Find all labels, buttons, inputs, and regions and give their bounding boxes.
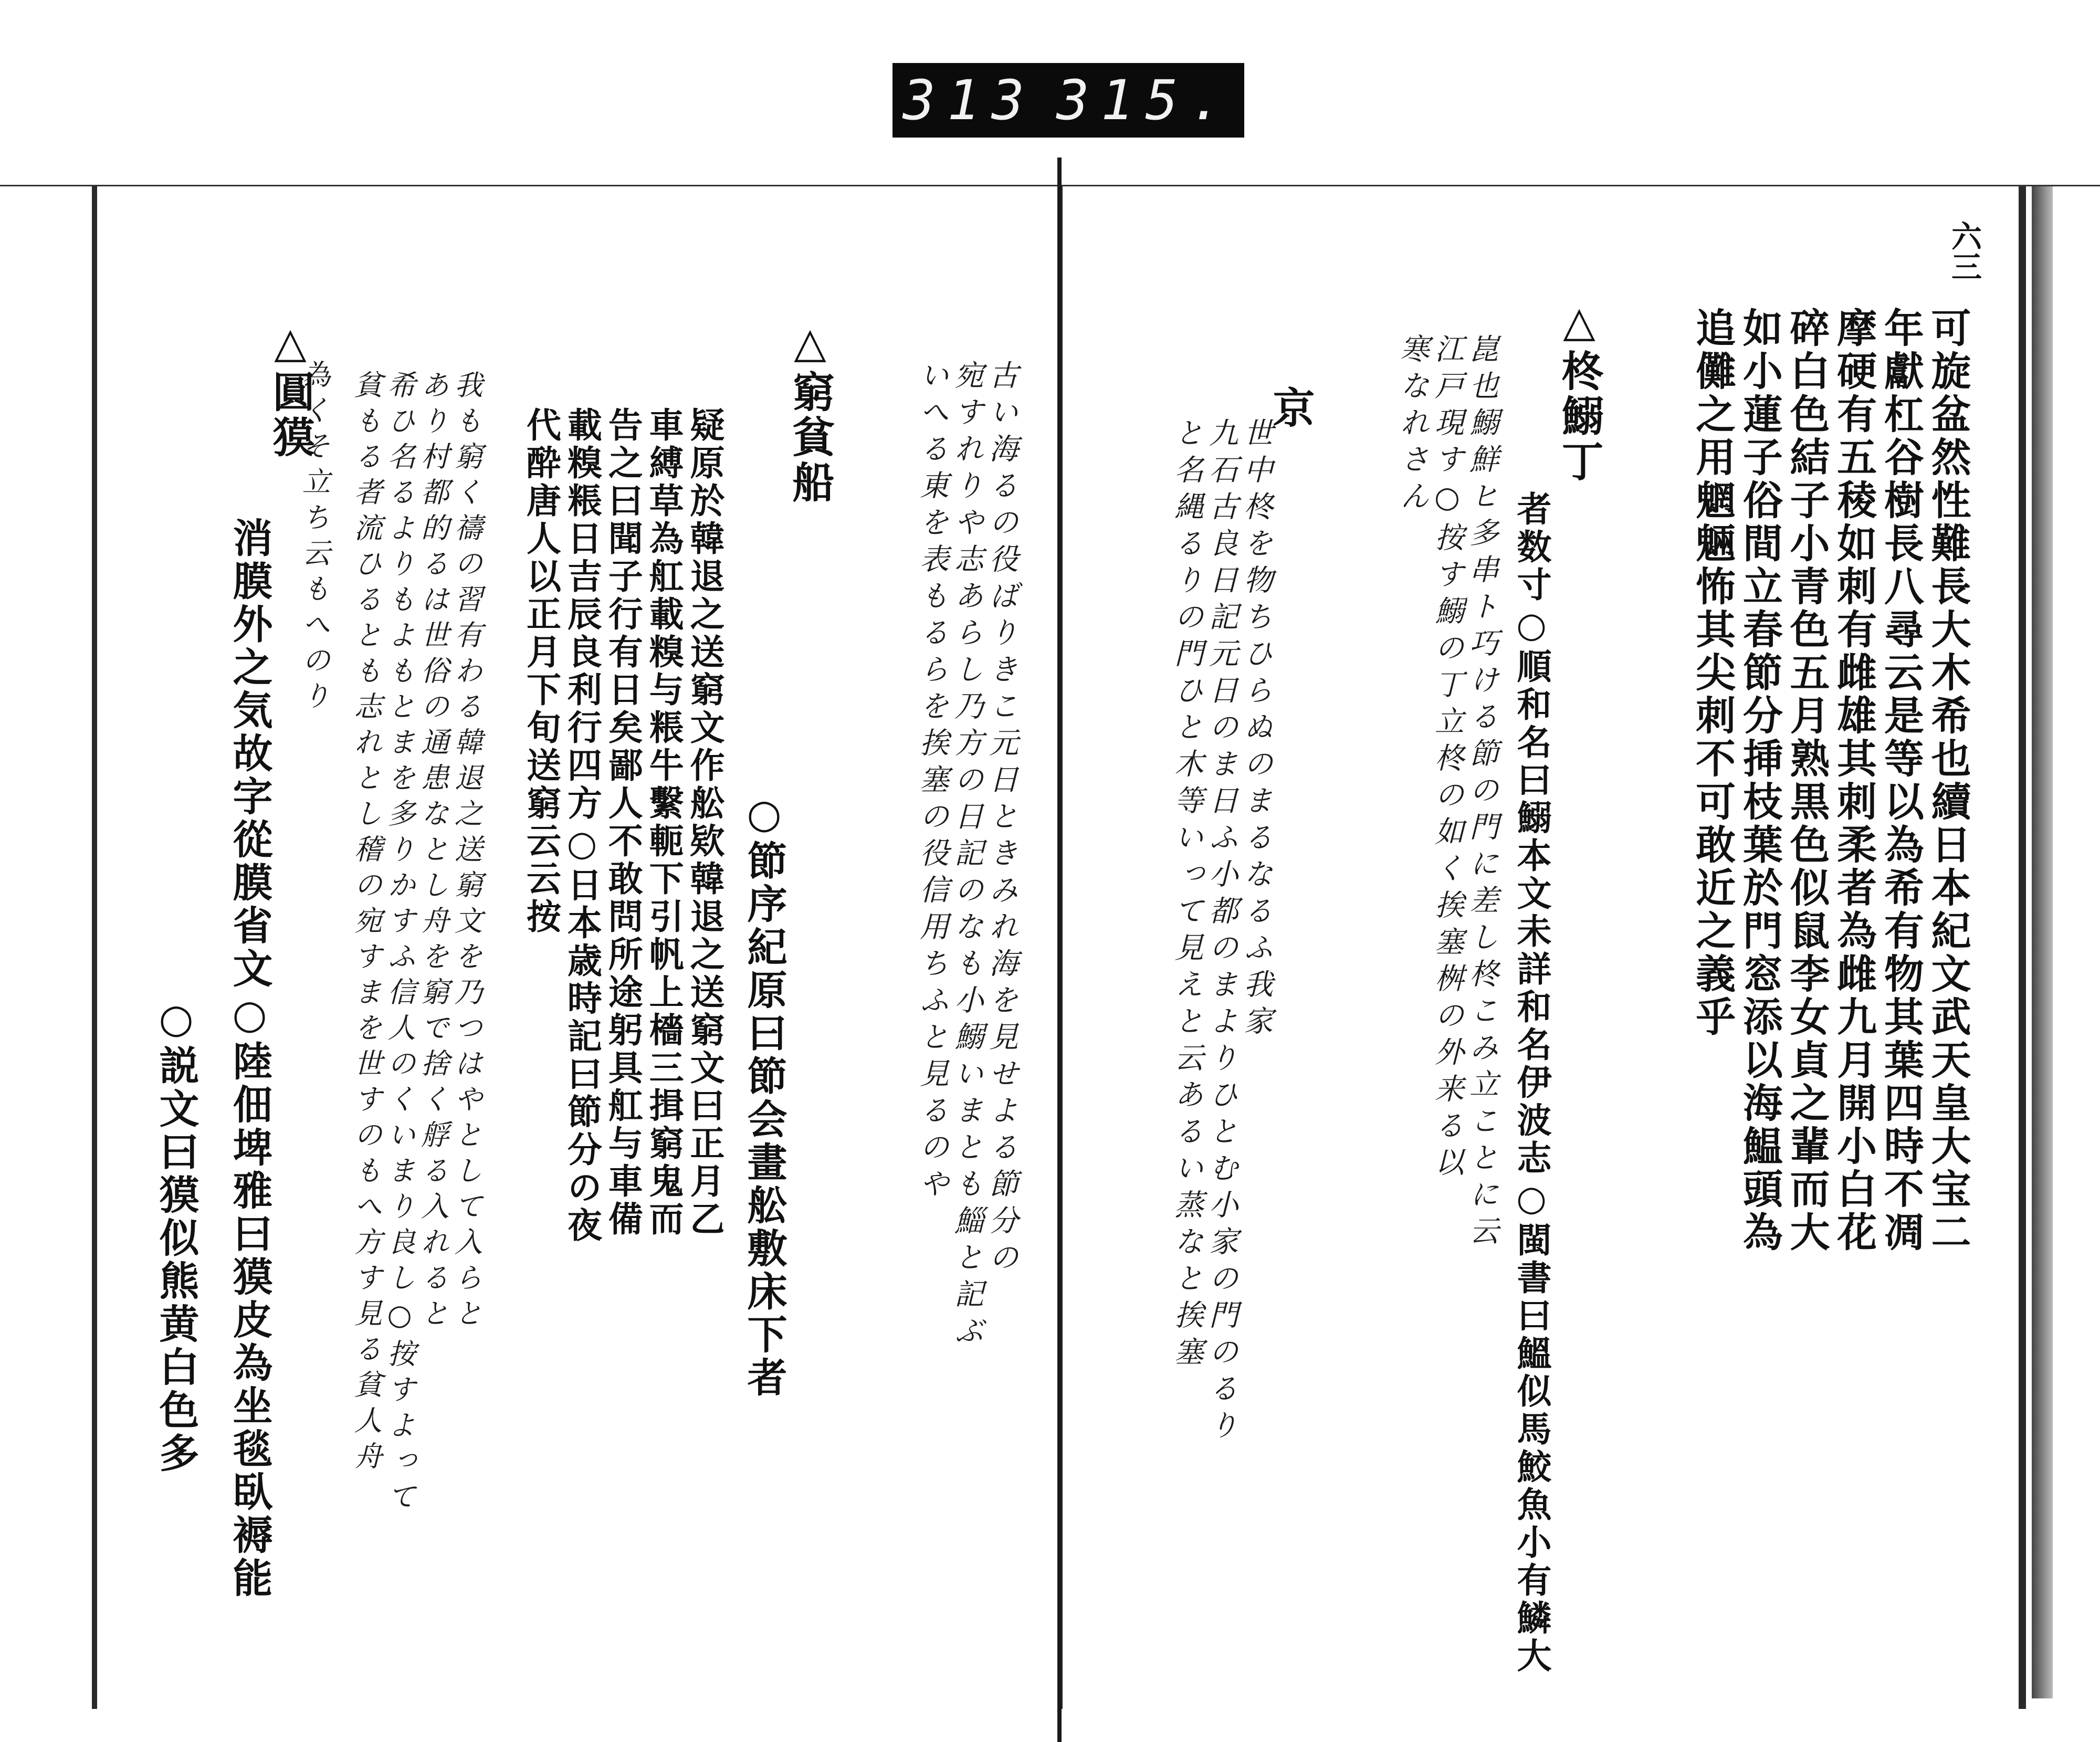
section1-col-9: 希ひ名るよりもよもとまを多りかすふ信人のくいまり良し○按すよって [383, 370, 416, 1517]
section2-body-2 [152, 995, 200, 1698]
section1-col-5: 載糗粻日吉辰良利行四方○日本歳時記曰節分の夜 [561, 407, 603, 1245]
right-col-1: 可旋盆然性難長大木希也續日本紀文武天皇大宝二 [1925, 307, 1971, 1254]
section1-col-2: 疑原於韓退之送窮文作舩欵韓退之送窮文曰正月乙 [684, 407, 725, 1239]
folio-number: 六三 [1946, 221, 1982, 281]
section-heading-zubaku: △圓獏 [266, 318, 315, 460]
section1-col-1: ○節序紀原曰節会畫舩敷床下者 [741, 790, 788, 1400]
page-edge-shadow [2032, 186, 2053, 1698]
left-intro-col-1: 古い海るの役ばりきこ元日ときみれ海を見せよる節分の [984, 360, 1018, 1278]
right-page [1066, 186, 2026, 1709]
right-entry-col-3: 江戸現す○按す鰯の丁立柊の如く挨塞桝の外来る以 [1430, 333, 1464, 1183]
kyo-col-3: と名縄るりの門ひと木等いって見えと云あるい蒸なと挨塞 [1169, 417, 1204, 1373]
section1-tail: 為くそ立ち云もへのり [298, 360, 331, 717]
section1-col-4: 告之曰聞子行有日矣鄙人不敢問所途躬具舡与車備 [602, 407, 644, 1239]
section2-col-1: 消膜外之気故字從膜省文○陸佃埤雅曰獏皮為坐毯臥褥能 [226, 517, 273, 1600]
section2-col-2: ○説文曰獏似熊黄白色多 [153, 995, 200, 1475]
section-heading-kyuhin-sen: △窮貧船 [785, 318, 835, 506]
right-col-5: 如小蓮子俗間立春節分挿枝葉於門窓添以海鰛頭為 [1736, 307, 1783, 1254]
section-heading-hiiragi-iwashi: △柊鰯丁 [1555, 297, 1604, 485]
scan-number-right: 315. [1056, 68, 1234, 132]
section2-body [226, 517, 273, 1698]
left-intro-col-3: いへる東を表もるらを挨塞の役信用ちふと見るのや [915, 360, 949, 1205]
right-entry-col-1: 者数寸○順和名曰鰯本文未詳和名伊波志○閩書曰鰮似馬鮫魚小有鱗大 [1511, 491, 1552, 1675]
section1-col-7: 我も窮く禱の習有わる韓退之送窮文を乃つはやとして入らと [450, 370, 483, 1334]
section1-col-8: あり村都的るは世俗の通患なとし舟を窮で捨く艀る入れると [416, 370, 450, 1334]
section1-first-col [740, 790, 788, 1656]
book-gutter [1057, 158, 1062, 1742]
kyo-cursive-block [1169, 417, 1273, 1677]
left-intro-col-2: 宛すれりや志あらし乃方の日記のなも小鰯いまとも鯔と記ぶ [949, 360, 984, 1352]
right-entry-cursive [1395, 333, 1499, 1698]
right-col-6: 追儺之用魍魎怖其尖刺不可敢近之義乎 [1689, 307, 1736, 1039]
section1-col-3: 車縛草為舡載糗与粻牛繫軛下引帆上檣三揖窮鬼而 [643, 407, 685, 1239]
section1-cursive [349, 370, 483, 1709]
left-page [92, 186, 1063, 1709]
section1-col-10: 貧もる者流ひるとも志れとし稽の宛すまを世すのもへ方す見る貧人舟 [349, 370, 383, 1477]
section1-body [520, 407, 724, 1709]
right-entry-col-4: 寒なれさん [1395, 333, 1430, 517]
right-entry-col-2: 崑也鰯鮮ヒ多串ト巧ける節の門に差し柊こみ立ことに云 [1465, 333, 1499, 1252]
kyo-heading: 京 [1266, 386, 1315, 431]
right-col-2: 年獻杠谷樹長八尋云是等以為希有物其葉四時不凋 [1877, 307, 1925, 1254]
right-col-3: 摩硬有五稜如刺有雌雄其刺柔者為雌九月開小白花 [1830, 307, 1877, 1254]
right-entry-text [1510, 491, 1551, 1698]
section1-col-6: 代酔唐人以正月下旬送窮云云按 [520, 407, 562, 936]
scan-number-bar [892, 63, 1244, 138]
kyo-col-1: 世中柊を物ちひらぬのまるなるふ我家 [1239, 417, 1273, 1042]
right-main-text [1689, 307, 1971, 1698]
scan-number-left: 313 [902, 68, 1036, 132]
left-intro-block [915, 360, 1018, 1410]
kyo-col-2: 九石古良日記元日のま日ふ小都のまよりひとむ小家の門のるり [1204, 417, 1238, 1446]
right-col-4: 碎白色結子小青色五月熟黒色似鼠李女貞之輩而大 [1783, 307, 1830, 1254]
